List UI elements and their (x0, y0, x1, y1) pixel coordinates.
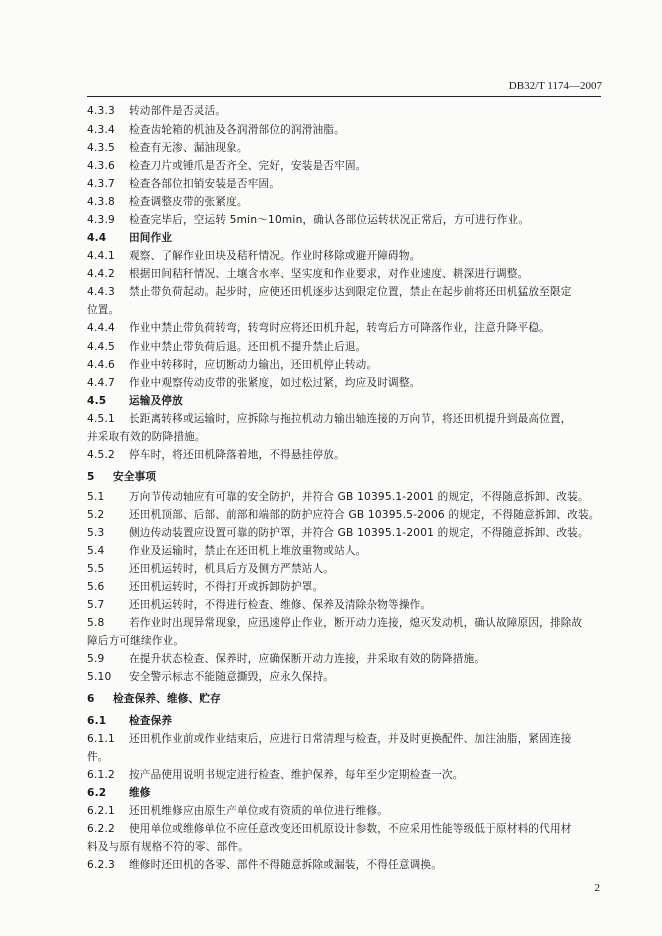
clause-6-2-2: 6.2.2 使用单位或维修单位不应任意改变还田机原设计参数，不应采用性能等级低于原材料的代用材 (87, 823, 572, 835)
clause-4-4-1: 4.4.1 观察、了解作业田块及秸秆情况。作业时移除或避开障碍物。 (87, 250, 421, 262)
clause-6-2-3: 6.2.3 维修时还田机的各零、部件不得随意拆除或漏装，不得任意调换。 (87, 859, 443, 871)
clause-4-4-7: 4.4.7 作业中观察传动皮带的张紧度，如过松过紧，均应及时调整。 (87, 377, 421, 389)
heading-4-4: 4.4 田间作业 (87, 232, 173, 244)
clause-4-3-7: 4.3.7 检查各部位扣销安装是否牢固。 (87, 178, 281, 190)
standard-code: DB32/T 1174—2007 (508, 80, 602, 92)
clause-5-1: 5.1 万向节传动轴应有可靠的安全防护，并符合 GB 10395.1-2001 的规定，不得随意拆卸、改装。 (87, 491, 589, 503)
clause-4-4-4: 4.4.4 作业中禁止带负荷转弯，转弯时应将还田机升起，转弯后方可降落作业，注意升降平稳。 (87, 322, 550, 334)
clause-6-1-2: 6.1.2 按产品使用说明书规定进行检查、维护保养，每年至少定期检查一次。 (87, 769, 464, 781)
clause-5-2: 5.2 还田机顶部、后部、前部和端部的防护应符合 GB 10395.5-2006 的规定，不得随意拆卸、改装。 (87, 509, 600, 521)
clause-4-3-5: 4.3.5 检查有无渗、漏油现象。 (87, 142, 248, 154)
clause-6-2-2-cont: 料及与原有规格不符的零、部件。 (87, 841, 249, 853)
clause-6-2-1: 6.2.1 还田机维修应由原生产单位或有资质的单位进行维修。 (87, 805, 389, 817)
clause-4-5-1: 4.5.1 长距离转移或运输时，应拆除与拖拉机动力输出轴连接的万向节，将还田机提升到最高位置， (87, 413, 572, 425)
clause-5-3: 5.3 侧边传动装置应设置可靠的防护罩，并符合 GB 10395.1-2001 的规定，不得随意拆卸、改装。 (87, 527, 589, 539)
clause-4-3-9: 4.3.9 检查完毕后，空运转 5min～10min，确认各部位运转状况正常后，方可进行作业。 (87, 214, 530, 226)
clause-6-1-1: 6.1.1 还田机作业前或作业结束后，应进行日常清理与检查，并及时更换配件、加注油脂，紧固连接 (87, 733, 572, 745)
clause-4-4-6: 4.4.6 作业中转移时，应切断动力输出，还田机停止转动。 (87, 359, 378, 371)
clause-5-5: 5.5 还田机运转时，机具后方及侧方严禁站人。 (87, 563, 335, 575)
clause-4-5-2: 4.5.2 停车时，将还田机降落着地，不得悬挂停放。 (87, 449, 345, 461)
clause-4-5-1-cont: 并采取有效的防降措施。 (87, 431, 206, 443)
clause-4-4-5: 4.4.5 作业中禁止带负荷后退。还田机不提升禁止后退。 (87, 341, 367, 353)
clause-5-9: 5.9 在提升状态检查、保养时，应确保断开动力连接，并采取有效的防降措施。 (87, 653, 486, 665)
heading-6-1: 6.1 检查保养 (87, 715, 173, 727)
clause-5-8-cont: 障后方可继续作业。 (87, 635, 185, 647)
clause-4-3-6: 4.3.6 检查刀片或锤爪是否齐全、完好，安装是否牢固。 (87, 160, 367, 172)
clause-4-4-2: 4.4.2 根据田间秸秆情况、土壤含水率、坚实度和作业要求，对作业速度、耕深进行调整。 (87, 268, 529, 280)
clause-5-4: 5.4 作业及运输时，禁止在还田机上堆放重物或站人。 (87, 545, 367, 557)
clause-6-1-1-cont: 件。 (87, 751, 109, 763)
heading-5: 5 安全事项 (87, 471, 157, 483)
heading-4-5: 4.5 运输及停放 (87, 395, 183, 407)
clause-5-7: 5.7 还田机运转时，不得进行检查、维修、保养及清除杂物等操作。 (87, 599, 432, 611)
clause-4-4-3: 4.4.3 禁止带负荷起动。起步时，应使还田机逐步达到限定位置，禁止在起步前将还田机猛放至限定 (87, 286, 572, 298)
clause-4-3-3: 4.3.3 转动部件是否灵活。 (87, 105, 227, 117)
heading-6-2: 6.2 维修 (87, 787, 151, 799)
clause-4-4-3-cont: 位置。 (87, 304, 120, 316)
header-rule (87, 96, 601, 97)
clause-5-10: 5.10 安全警示标志不能随意撕毁，应永久保持。 (87, 671, 335, 683)
clause-4-3-8: 4.3.8 检查调整皮带的张紧度。 (87, 196, 248, 208)
heading-6: 6 检查保养、维修、贮存 (87, 693, 221, 705)
clause-5-6: 5.6 还田机运转时，不得打开或拆卸防护罩。 (87, 581, 324, 593)
clause-5-8: 5.8 若作业时出现异常现象，应迅速停止作业，断开动力连接，熄灭发动机，确认故障原因，排除故 (87, 617, 583, 629)
page-number: 2 (594, 882, 600, 894)
clause-4-3-4: 4.3.4 检查齿轮箱的机油及各润滑部位的润滑油脂。 (87, 124, 345, 136)
